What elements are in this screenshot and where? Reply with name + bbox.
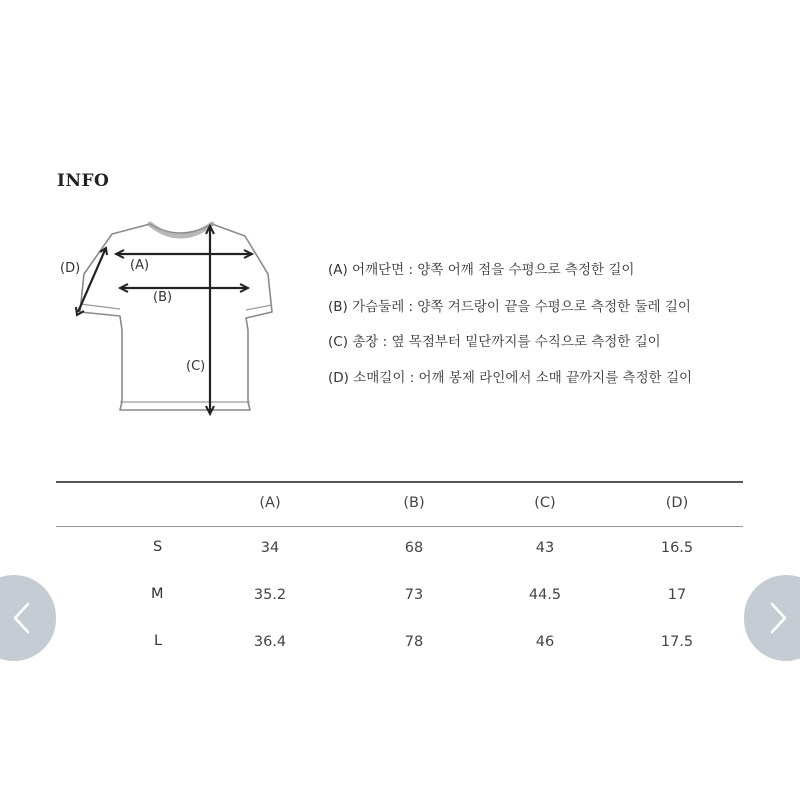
measure-line-b [120, 284, 248, 292]
column-header-a: (A) [259, 495, 281, 511]
next-image-button[interactable] [744, 575, 800, 661]
row-size-l: L [154, 633, 163, 649]
size-table [56, 481, 743, 671]
table-cell: 46 [535, 634, 555, 650]
table-cell: 73 [404, 587, 424, 603]
table-cell: 17 [667, 587, 687, 603]
table-cell: 44.5 [528, 587, 562, 603]
row-size-s: S [153, 539, 163, 555]
table-top-rule [56, 481, 743, 483]
description-a: (A) 어깨단면 : 양쪽 어깨 점을 수평으로 측정한 길이 [328, 262, 635, 278]
column-header-c: (C) [534, 495, 556, 511]
table-cell: 36.4 [253, 634, 287, 650]
description-d: (D) 소매길이 : 어깨 봉제 라인에서 소매 끝까지를 측정한 길이 [328, 370, 693, 386]
column-header-b: (B) [403, 495, 425, 511]
table-cell: 16.5 [660, 540, 694, 556]
measure-line-a [116, 250, 252, 258]
table-cell: 68 [404, 540, 424, 556]
table-cell: 43 [535, 540, 555, 556]
chevron-right-icon [768, 601, 790, 635]
chevron-left-icon [10, 601, 32, 635]
diagram-label-a: (A) [130, 258, 150, 273]
column-header-d: (D) [665, 495, 689, 511]
diagram-label-c: (C) [186, 359, 206, 374]
diagram-label-b: (B) [153, 290, 173, 305]
tshirt-measurement-diagram [50, 212, 290, 427]
row-size-m: M [151, 586, 164, 602]
table-cell: 35.2 [253, 587, 287, 603]
description-b: (B) 가슴둘레 : 양쪽 겨드랑이 끝을 수평으로 측정한 둘레 길이 [328, 299, 691, 315]
previous-image-button[interactable] [0, 575, 56, 661]
table-cell: 17.5 [660, 634, 694, 650]
tshirt-illustration [50, 212, 290, 427]
table-cell: 34 [260, 540, 280, 556]
info-title: INFO [57, 171, 110, 191]
table-cell: 78 [404, 634, 424, 650]
table-header-rule [56, 526, 743, 527]
description-c: (C) 총장 : 옆 목점부터 밑단까지를 수직으로 측정한 길이 [328, 334, 661, 350]
diagram-label-d: (D) [60, 261, 81, 276]
